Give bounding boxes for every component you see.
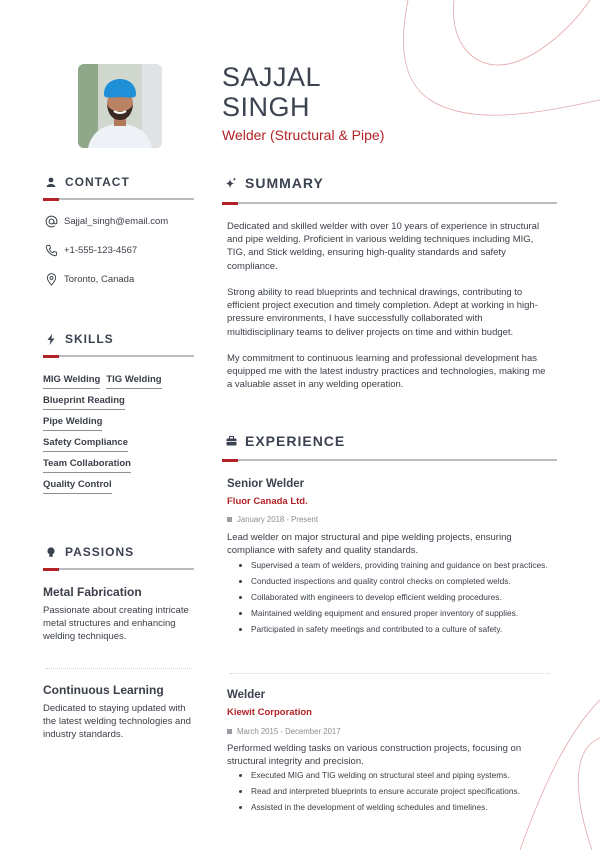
passion-separator (46, 668, 192, 669)
passions-title: PASSIONS (65, 545, 135, 559)
calendar-icon (227, 729, 232, 734)
calendar-icon (227, 517, 232, 522)
job-dates (227, 727, 341, 736)
lightbulb-icon (44, 545, 58, 559)
skill-tag: Blueprint Reading (43, 395, 125, 410)
contact-title: CONTACT (65, 175, 130, 189)
job-bullet: Assisted in the development of welding schedules and timelines. (239, 802, 559, 813)
decor-curve-top-inner (453, 0, 590, 65)
location-value: Toronto, Canada (64, 273, 135, 285)
summary-paragraph: My commitment to continuous learning and professional development has equipped me with the latest industry practices and technologies, making me a valuable asset in any welding operation. (227, 353, 546, 391)
phone-value: +1-555-123-4567 (64, 244, 138, 256)
job-bullets (239, 560, 559, 640)
skills-section-header (44, 332, 114, 346)
job-dates-text: March 2015 - December 2017 (237, 727, 341, 736)
job-company: Fluor Canada Ltd. (227, 496, 308, 507)
job-description: Lead welder on major structural and pipe welding projects, ensuring compliance with safety and quality standards. (227, 532, 512, 556)
user-icon (44, 175, 58, 189)
experience-title: EXPERIENCE (245, 433, 346, 449)
email-value: Sajjal_singh@email.com (64, 215, 169, 227)
decor-curve-bottom-inner (578, 738, 600, 850)
bolt-icon (44, 332, 58, 346)
decor-curve-top-outer (403, 0, 600, 115)
job-dates-text: January 2018 - Present (237, 515, 319, 524)
skill-tag: TIG Welding (106, 374, 161, 389)
skill-tag: Pipe Welding (43, 416, 102, 431)
skills-title: SKILLS (65, 332, 114, 346)
skills-list (43, 374, 203, 500)
job-bullet: Supervised a team of welders, providing training and guidance on best practices. (239, 560, 559, 571)
contact-section-header (44, 175, 130, 189)
job-company: Kiewit Corporation (227, 707, 312, 718)
passions-divider (43, 568, 194, 570)
passions-section-header (44, 545, 134, 559)
candidate-name (222, 62, 321, 122)
location-pin-icon (44, 272, 58, 286)
passion-description: Passionate about creating intricate metal structures and enhancing welding techniques. (43, 605, 189, 642)
job-bullet: Collaborated with engineers to develop efficient welding procedures. (239, 592, 559, 603)
last-name: SINGH (222, 92, 311, 122)
summary-section-header (224, 175, 324, 191)
job-bullet: Conducted inspections and quality control checks on completed welds. (239, 576, 559, 587)
first-name: SAJJAL (222, 62, 322, 92)
summary-paragraph: Dedicated and skilled welder with over 10 years of experience in structural and pipe welding. Proficient in various welding techniques including MIG, TIG, and Stick welding, ensuring high-quality standards and safety compliance. (227, 221, 540, 272)
contact-email[interactable] (44, 214, 168, 228)
job-bullets (239, 770, 559, 818)
passion-title: Metal Fabrication (43, 585, 142, 599)
job-bullet: Read and interpreted blueprints to ensure accurate project specifications. (239, 786, 559, 797)
passion-description: Dedicated to staying updated with the latest welding technologies and industry standards. (43, 703, 191, 740)
skill-tag: Quality Control (43, 479, 112, 494)
skill-tag: Team Collaboration (43, 458, 131, 473)
experience-divider (222, 459, 557, 461)
contact-phone[interactable] (44, 243, 137, 257)
profile-photo-illustration (78, 64, 162, 148)
job-dates (227, 515, 318, 524)
job-description: Performed welding tasks on various construction projects, focusing on structural integrity and precision. (227, 743, 522, 767)
contact-location (44, 272, 134, 286)
profile-photo (78, 64, 162, 148)
passion-title: Continuous Learning (43, 683, 164, 697)
job-bullet: Executed MIG and TIG welding on structural steel and piping systems. (239, 770, 559, 781)
job-title: Welder (227, 689, 266, 701)
summary-title: SUMMARY (245, 175, 324, 191)
skill-tag: MIG Welding (43, 374, 100, 389)
at-icon (44, 214, 58, 228)
job-separator (230, 673, 550, 674)
skills-divider (43, 355, 194, 357)
job-bullet: Participated in safety meetings and contributed to a culture of safety. (239, 624, 559, 635)
job-title: Senior Welder (227, 478, 305, 490)
briefcase-icon (224, 434, 238, 448)
sparkle-icon (224, 176, 238, 190)
summary-divider (222, 202, 557, 204)
skill-tag: Safety Compliance (43, 437, 128, 452)
experience-section-header (224, 433, 345, 449)
contact-divider (43, 198, 194, 200)
summary-paragraph: Strong ability to read blueprints and technical drawings, contributing to efficient project execution and timely completion. Adept at working in high-pressure environments, I have successfully collaborated with multidisciplinary teams to deliver projects on time and within budget. (227, 287, 538, 338)
job-bullet: Maintained welding equipment and ensured proper inventory of supplies. (239, 608, 559, 619)
job-role: Welder (Structural & Pipe) (222, 127, 385, 143)
phone-icon (44, 243, 58, 257)
